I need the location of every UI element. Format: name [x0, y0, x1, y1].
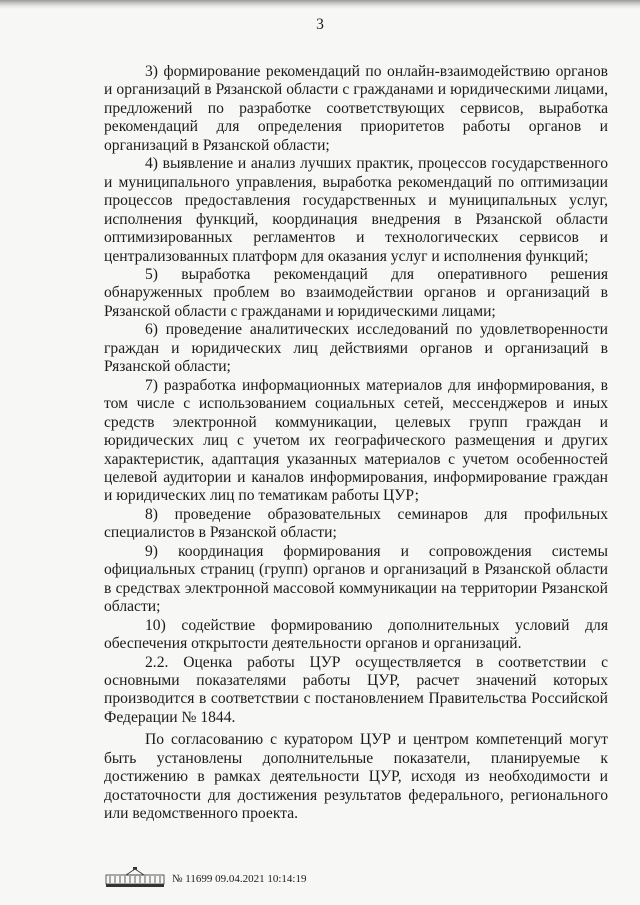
- list-item-4: 4) выявление и анализ лучших практик, процессов государственного и муниципального управления, выработка рекомендаций по оптимизации процессов предоставления государственных и муниципальных услуг, исполнения функций, координация внедрения в Рязанской области оптимизированных регламентов и технологических сервисов и централизованных платформ для оказания услуг и исполнения функций;: [104, 155, 608, 265]
- list-item-7: 7) разработка информационных материалов для информирования, в том числе с использованием социальных сетей, мессенджеров и иных средств электронной коммуникации, целевых групп граждан и юридических лиц с учетом их географического размещения и других характеристик, адаптация указанных материалов с учетом особенностей целевой аудитории и каналов информирования, информирование граждан и юридических лиц по тематикам работы ЦУР;: [104, 376, 608, 505]
- list-item-3: 3) формирование рекомендаций по онлайн-взаимодействию органов и организаций в Рязанской области с гражданами и юридическими лицами, предложений по разработке соответствующих сервисов, выработка рекомендаций для определения приоритетов работы органов и организаций в Рязанской области;: [104, 63, 608, 154]
- document-body: [104, 63, 608, 824]
- government-building-logo-icon: [104, 866, 166, 888]
- list-item-9: 9) координация формирования и сопровождения системы официальных страниц (групп) органов и организаций в Рязанской области в средствах электронной массовой коммуникации на территории Рязанской области;: [104, 542, 608, 616]
- registration-number: № 11699 09.04.2021 10:14:19: [172, 873, 307, 885]
- page-number: 3: [316, 16, 324, 33]
- list-item-8: 8) проведение образовательных семинаров для профильных специалистов в Рязанской области;: [104, 505, 608, 542]
- section-2-2: 2.2. Оценка работы ЦУР осуществляется в соответствии с основными показателями работы ЦУР, расчет значений которых производится в соответствии с постановлением Правительства Российской Федерации № 1844.: [104, 653, 608, 726]
- list-item-6: 6) проведение аналитических исследований по удовлетворенности граждан и юридических лиц действиями органов и организаций в Рязанской области;: [104, 321, 608, 376]
- scan-top-edge: [0, 0, 640, 9]
- list-item-5: 5) выработка рекомендаций для оперативного решения обнаруженных проблем во взаимодействии органов и организаций в Рязанской области с гражданами и юридическими лицами;: [104, 265, 608, 320]
- footer: [104, 866, 364, 890]
- list-item-10: 10) содействие формированию дополнительных условий для обеспечения открытости деятельности органов и организаций.: [104, 616, 608, 653]
- additional-indicators-paragraph: По согласованию с куратором ЦУР и центром компетенций могут быть установлены дополнительные показатели, планируемые к достижению в рамках деятельности ЦУР, исходя из необходимости и достаточности для достижения результатов федерального, регионального или ведомственного проекта.: [104, 731, 608, 823]
